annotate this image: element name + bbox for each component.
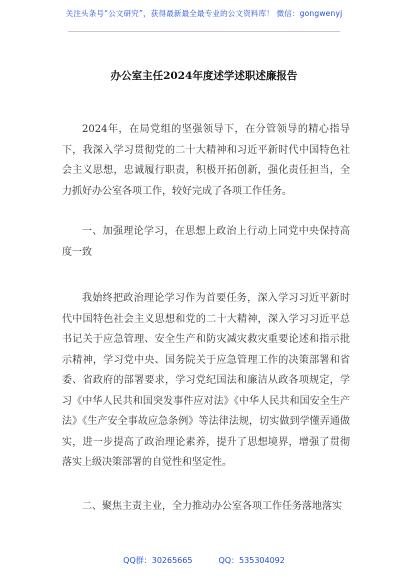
footer-qq: QQ：535304092 — [218, 556, 285, 565]
header-banner: 关注头条号“公文研究”，获得最新最全最专业的公文资料库！ 微信：gongwenyj — [65, 9, 343, 18]
header-divider — [68, 31, 340, 32]
paragraph-intro: 2024年，在局党组的坚强领导下，在分管领导的精心指导下，我深入学习贯彻党的二十大精神和习近平新时代中国特色社会主义思想，忠诚履行职责，积极开拓创新，强化责任担当，全力抓好办公室各项工作，较好完成了各项工作任务。 — [62, 124, 350, 197]
footer-qq-group: QQ群：30265665 — [123, 556, 193, 565]
document-title: 办公室主任2024年度述学述职述廉报告 — [110, 70, 298, 82]
footer-contact — [0, 555, 408, 566]
section-heading-1: 一、加强理论学习，在思想上政治上行动上同党中央保持高度一致 — [62, 226, 350, 258]
paragraph-theory-study: 我始终把政治理论学习作为首要任务，深入学习习近平新时代中国特色社会主义思想和党的二十大精神，深入学习习近平总书记关于应急管理、安全生产和防灾减灾救灾重要论述和指示批示精神，学习党中央、国务院关于应急管理工作的决策部署和省委、省政府的部署要求，学习党纪国法和廉洁从政各项规定，学习《中华人民共和国突发事件应对法》《中华人民共和国安全生产法》《生产安全事故应急条例》等法律法规，切实做到学懂弄通做实，进一步提高了政治理论素养，提升了思想境界，增强了贯彻落实上级决策部署的自觉性和坚定性。 — [62, 293, 350, 468]
section-heading-2: 二、聚焦主责主业，全力推动办公室各项工作任务落地落实 — [82, 501, 342, 512]
